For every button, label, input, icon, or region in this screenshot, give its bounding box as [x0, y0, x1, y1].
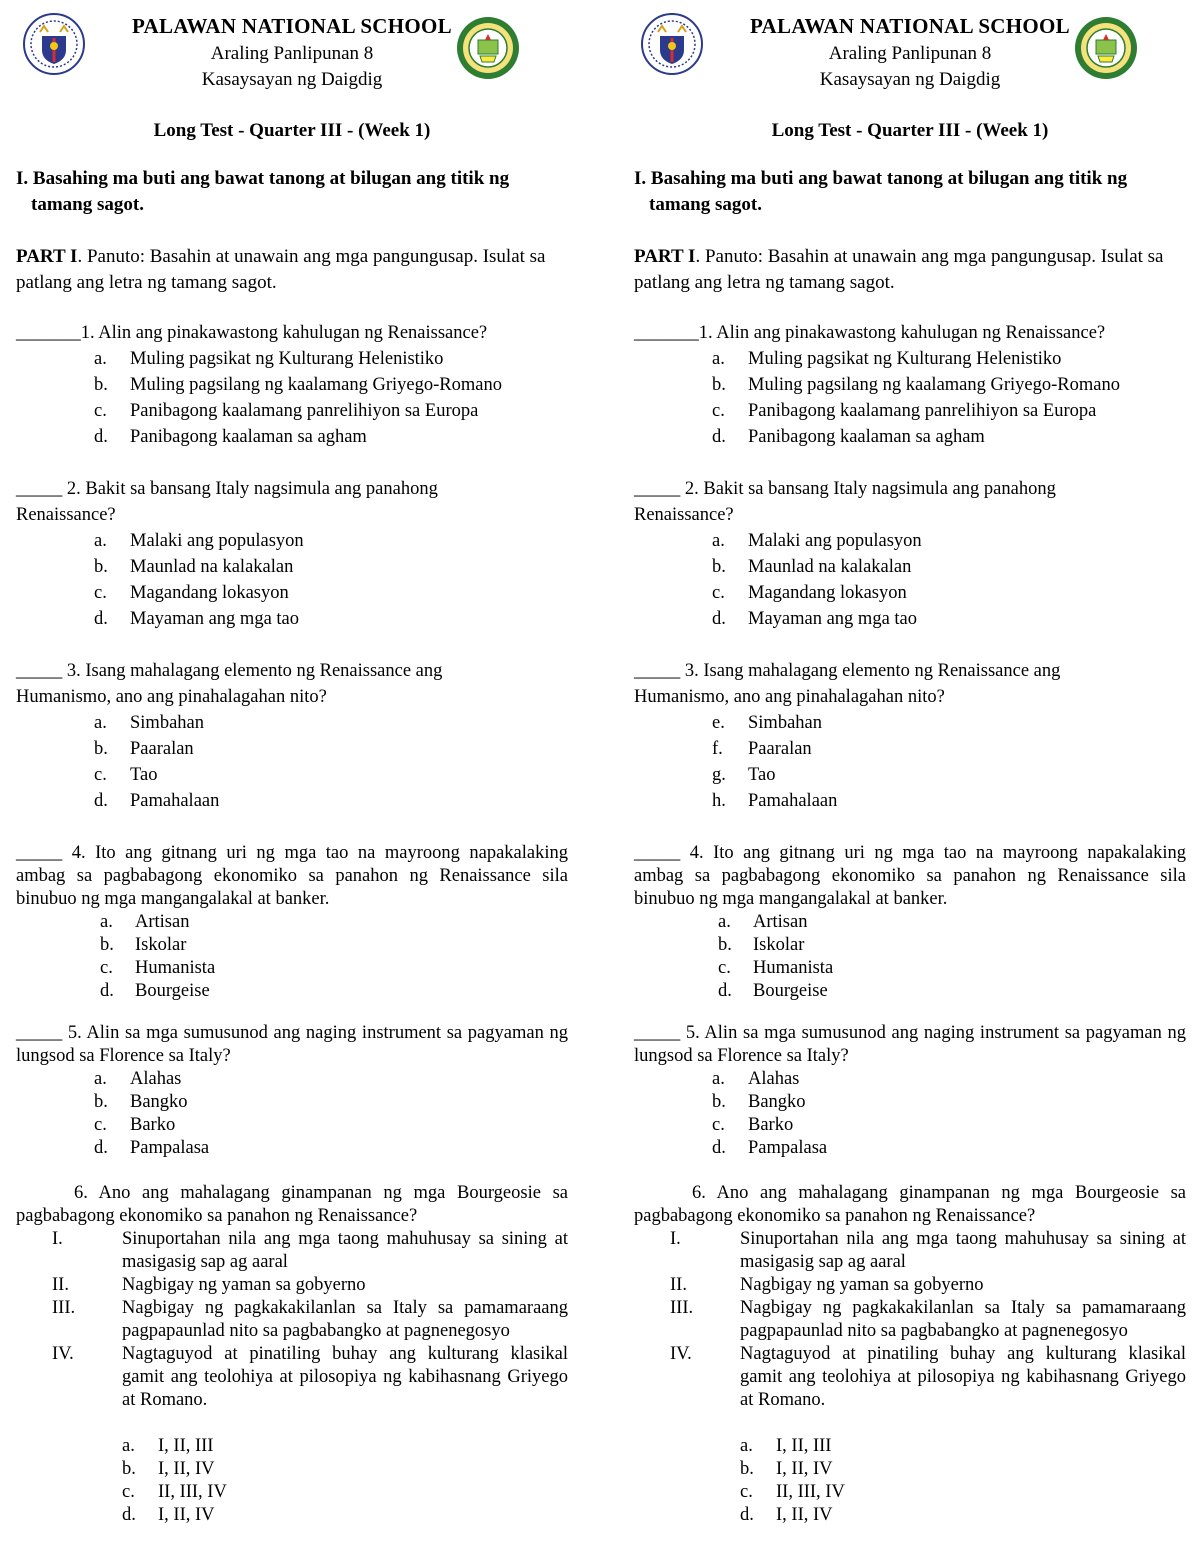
- option-letter: a.: [100, 912, 113, 932]
- option-letter: e.: [712, 713, 725, 733]
- statement-number: I.: [670, 1229, 681, 1249]
- answer-option[interactable]: [16, 580, 568, 606]
- question-6: [16, 1182, 568, 1527]
- answer-option[interactable]: [634, 911, 1186, 934]
- option-letter: d.: [712, 427, 726, 447]
- answer-option[interactable]: [16, 911, 568, 934]
- option-letter: b.: [100, 935, 114, 955]
- option-text: Barko: [748, 1115, 794, 1135]
- answer-option[interactable]: [634, 1068, 1186, 1091]
- answer-option[interactable]: [634, 710, 1186, 736]
- answer-options: [634, 528, 1186, 632]
- answer-options: [16, 1068, 568, 1160]
- statement-number: IV.: [52, 1344, 74, 1364]
- option-text: Artisan: [753, 912, 808, 932]
- school-name: PALAWAN NATIONAL SCHOOL: [749, 14, 1070, 38]
- option-letter: a.: [94, 713, 107, 733]
- option-letter: a.: [718, 912, 731, 932]
- option-letter: c.: [94, 1115, 107, 1135]
- answer-option[interactable]: [16, 1137, 568, 1160]
- option-letter: f.: [712, 739, 723, 759]
- option-text: Panibagong kaalamang panrelihiyon sa Europa: [748, 401, 1097, 421]
- option-letter: b.: [94, 375, 108, 395]
- option-text: Barko: [130, 1115, 176, 1135]
- statement-text: Nagtaguyod at pinatiling buhay ang kulturang klasikal gamit ang teolohiya at pilosopiya ng kabihasnang Griyego at Romano.: [122, 1344, 568, 1410]
- option-letter: d.: [712, 609, 726, 629]
- answer-option[interactable]: [16, 1458, 568, 1481]
- option-letter: b.: [94, 739, 108, 759]
- option-text: Pamahalaan: [748, 791, 838, 811]
- general-instruction: [16, 166, 568, 218]
- question-text: 6. Ano ang mahalagang ginampanan ng mga Bourgeosie sa pagbabagong ekonomiko sa panahon ng Renaissance?: [634, 1183, 1186, 1226]
- part-text: . Panuto: Basahin at unawain ang mga pangungusap. Isulat sa patlang ang letra ng tamang sagot.: [634, 246, 1164, 293]
- option-letter: b.: [718, 935, 732, 955]
- answer-option[interactable]: [634, 762, 1186, 788]
- answer-option[interactable]: [16, 1114, 568, 1137]
- statement-number: III.: [52, 1298, 76, 1318]
- option-text: Muling pagsilang ng kaalamang Griyego-Romano: [130, 375, 502, 395]
- answer-option[interactable]: [634, 580, 1186, 606]
- option-text: Alahas: [748, 1069, 800, 1089]
- answer-option[interactable]: [634, 736, 1186, 762]
- option-letter: c.: [718, 958, 731, 978]
- answer-option[interactable]: [16, 980, 568, 1003]
- statement-number: III.: [670, 1298, 694, 1318]
- answer-option[interactable]: [16, 957, 568, 980]
- answer-option[interactable]: [16, 1091, 568, 1114]
- answer-options: [16, 346, 568, 450]
- statement-item: [16, 1297, 568, 1343]
- option-text: II, III, IV: [776, 1482, 845, 1502]
- option-letter: b.: [94, 557, 108, 577]
- option-letter: d.: [122, 1505, 136, 1525]
- option-letter: c.: [712, 401, 725, 421]
- answer-option[interactable]: [634, 528, 1186, 554]
- answer-option[interactable]: [16, 788, 568, 814]
- option-letter: d.: [94, 1138, 108, 1158]
- answer-options: [16, 911, 568, 1003]
- statement-list: [634, 1228, 1186, 1412]
- question-6: [634, 1182, 1186, 1527]
- answer-option[interactable]: [634, 398, 1186, 424]
- option-letter: b.: [712, 375, 726, 395]
- answer-option[interactable]: [634, 424, 1186, 450]
- question-2: [16, 476, 568, 632]
- option-letter: a.: [122, 1436, 135, 1456]
- option-text: Alahas: [130, 1069, 182, 1089]
- question-text: 6. Ano ang mahalagang ginampanan ng mga Bourgeosie sa pagbabagong ekonomiko sa panahon ng Renaissance?: [16, 1183, 568, 1226]
- option-text: Bangko: [748, 1092, 806, 1112]
- answer-option[interactable]: [634, 1091, 1186, 1114]
- subject-subtitle: Kasaysayan ng Daigdig: [201, 69, 383, 90]
- option-text: I, II, III: [158, 1436, 214, 1456]
- statement-item: [16, 1274, 568, 1297]
- option-letter: d.: [712, 1138, 726, 1158]
- option-text: Humanista: [135, 958, 216, 978]
- question-5: [634, 1022, 1186, 1160]
- answer-options: [634, 710, 1186, 814]
- answer-option[interactable]: [16, 762, 568, 788]
- answer-option[interactable]: [16, 424, 568, 450]
- answer-option[interactable]: [16, 528, 568, 554]
- answer-option[interactable]: [16, 554, 568, 580]
- answer-options: [634, 1068, 1186, 1160]
- question-text: _____ 3. Isang mahalagang elemento ng Renaissance ang Humanismo, ano ang pinahalagahan nito?: [634, 661, 1061, 707]
- answer-options: [634, 911, 1186, 1003]
- school-seal-icon: [456, 16, 520, 80]
- part-directions: [634, 244, 1186, 296]
- answer-option[interactable]: [16, 398, 568, 424]
- question-text: _______1. Alin ang pinakawastong kahulugan ng Renaissance?: [634, 323, 1106, 343]
- answer-option[interactable]: [634, 1137, 1186, 1160]
- answer-option[interactable]: [16, 934, 568, 957]
- option-text: Muling pagsikat ng Kulturang Helenistiko: [130, 349, 444, 369]
- question-text: _____ 3. Isang mahalagang elemento ng Renaissance ang Humanismo, ano ang pinahalagahan nito?: [16, 661, 443, 707]
- option-letter: c.: [94, 765, 107, 785]
- option-letter: a.: [712, 531, 725, 551]
- option-letter: a.: [94, 349, 107, 369]
- school-name: PALAWAN NATIONAL SCHOOL: [131, 14, 452, 38]
- option-text: Magandang lokasyon: [748, 583, 907, 603]
- answer-option[interactable]: [634, 346, 1186, 372]
- answer-option[interactable]: [634, 1435, 1186, 1458]
- statement-item: [634, 1343, 1186, 1412]
- option-text: Tao: [130, 765, 158, 785]
- answer-options: [16, 528, 568, 632]
- question-2: [634, 476, 1186, 632]
- option-text: Muling pagsikat ng Kulturang Helenistiko: [748, 349, 1062, 369]
- statement-number: II.: [670, 1275, 687, 1295]
- option-letter: b.: [122, 1459, 136, 1479]
- instruction-line: tamang sagot.: [649, 194, 762, 215]
- option-letter: a.: [740, 1436, 753, 1456]
- answer-option[interactable]: [16, 346, 568, 372]
- answer-option[interactable]: [16, 1068, 568, 1091]
- answer-options: [634, 1435, 1186, 1527]
- answer-option[interactable]: [16, 606, 568, 632]
- statement-number: II.: [52, 1275, 69, 1295]
- option-text: Malaki ang populasyon: [748, 531, 922, 551]
- school-seal-icon: [1074, 16, 1138, 80]
- option-text: Iskolar: [135, 935, 187, 955]
- instruction-line: I. Basahing ma buti ang bawat tanong at bilugan ang titik ng: [634, 168, 1128, 189]
- option-text: Bangko: [130, 1092, 188, 1112]
- question-1: [16, 320, 568, 450]
- answer-option[interactable]: [634, 1481, 1186, 1504]
- test-copy-right: [634, 0, 1186, 1553]
- option-letter: h.: [712, 791, 726, 811]
- option-letter: d.: [94, 427, 108, 447]
- option-text: Tao: [748, 765, 776, 785]
- option-text: Panibagong kaalaman sa agham: [748, 427, 985, 447]
- option-text: Artisan: [135, 912, 190, 932]
- question-text: _______1. Alin ang pinakawastong kahulugan ng Renaissance?: [16, 323, 488, 343]
- option-letter: b.: [712, 1092, 726, 1112]
- instruction-line: I. Basahing ma buti ang bawat tanong at bilugan ang titik ng: [16, 168, 510, 189]
- option-letter: d.: [718, 981, 732, 1001]
- answer-option[interactable]: [634, 606, 1186, 632]
- option-letter: g.: [712, 765, 726, 785]
- answer-option[interactable]: [16, 736, 568, 762]
- statement-item: [634, 1297, 1186, 1343]
- question-4: [16, 842, 568, 1003]
- statement-number: IV.: [670, 1344, 692, 1364]
- question-text: _____ 5. Alin sa mga sumusunod ang naging instrument sa pagyaman ng lungsod sa Florence sa Italy?: [634, 1023, 1186, 1066]
- question-3: [16, 658, 568, 814]
- option-letter: b.: [740, 1459, 754, 1479]
- option-letter: a.: [712, 349, 725, 369]
- option-text: I, II, IV: [158, 1505, 215, 1525]
- test-title: Long Test - Quarter III - (Week 1): [153, 120, 431, 141]
- answer-option[interactable]: [634, 957, 1186, 980]
- instruction-line: tamang sagot.: [31, 194, 144, 215]
- option-letter: c.: [100, 958, 113, 978]
- general-instruction: [634, 166, 1186, 218]
- answer-option[interactable]: [16, 1504, 568, 1527]
- question-text: _____ 2. Bakit sa bansang Italy nagsimula ang panahong Renaissance?: [634, 479, 1056, 525]
- option-letter: c.: [712, 1115, 725, 1135]
- statement-text: Nagtaguyod at pinatiling buhay ang kulturang klasikal gamit ang teolohiya at pilosopiya ng kabihasnang Griyego at Romano.: [740, 1344, 1186, 1410]
- option-text: Magandang lokasyon: [130, 583, 289, 603]
- option-letter: a.: [712, 1069, 725, 1089]
- option-text: I, II, IV: [776, 1459, 833, 1479]
- option-text: Bourgeise: [753, 981, 828, 1001]
- answer-option[interactable]: [634, 788, 1186, 814]
- statement-item: [16, 1343, 568, 1412]
- answer-option[interactable]: [634, 1458, 1186, 1481]
- question-text: _____ 4. Ito ang gitnang uri ng mga tao na mayroong napakalaking ambag sa pagbabagong ekonomiko sa panahon ng Renaissance sila binubuo ng mga mangangalakal at banker.: [16, 843, 568, 909]
- subject-name: Araling Panlipunan 8: [210, 43, 374, 64]
- question-3: [634, 658, 1186, 814]
- test-copy-left: [16, 0, 568, 1553]
- statement-text: Nagbigay ng yaman sa gobyerno: [122, 1275, 366, 1295]
- option-text: Panibagong kaalaman sa agham: [130, 427, 367, 447]
- option-text: Simbahan: [748, 713, 822, 733]
- statement-number: I.: [52, 1229, 63, 1249]
- school-header: [634, 8, 1186, 98]
- option-letter: c.: [122, 1482, 135, 1502]
- option-letter: c.: [740, 1482, 753, 1502]
- statement-list: [16, 1228, 568, 1412]
- answer-option[interactable]: [16, 1435, 568, 1458]
- test-title: Long Test - Quarter III - (Week 1): [771, 120, 1049, 141]
- part-directions: [16, 244, 568, 296]
- answer-option[interactable]: [634, 1504, 1186, 1527]
- question-5: [16, 1022, 568, 1160]
- question-text: _____ 2. Bakit sa bansang Italy nagsimula ang panahong Renaissance?: [16, 479, 438, 525]
- question-1: [634, 320, 1186, 450]
- option-text: Pamahalaan: [130, 791, 220, 811]
- option-text: Iskolar: [753, 935, 805, 955]
- option-letter: d.: [94, 791, 108, 811]
- option-text: Paaralan: [130, 739, 194, 759]
- option-letter: c.: [712, 583, 725, 603]
- answer-options: [16, 710, 568, 814]
- answer-option[interactable]: [634, 980, 1186, 1003]
- part-label: PART I: [634, 246, 696, 267]
- option-text: Humanista: [753, 958, 834, 978]
- answer-option[interactable]: [634, 1114, 1186, 1137]
- option-letter: d.: [94, 609, 108, 629]
- option-text: II, III, IV: [158, 1482, 227, 1502]
- answer-option[interactable]: [16, 372, 568, 398]
- option-text: Pampalasa: [130, 1138, 210, 1158]
- statement-text: Sinuportahan nila ang mga taong mahuhusay sa sining at masigasig sap ag aaral: [740, 1229, 1186, 1272]
- answer-option[interactable]: [16, 710, 568, 736]
- statement-item: [16, 1228, 568, 1274]
- question-text: _____ 4. Ito ang gitnang uri ng mga tao na mayroong napakalaking ambag sa pagbabagong ekonomiko sa panahon ng Renaissance sila binubuo ng mga mangangalakal at banker.: [634, 843, 1186, 909]
- option-letter: d.: [740, 1505, 754, 1525]
- statement-item: [634, 1274, 1186, 1297]
- option-text: Panibagong kaalamang panrelihiyon sa Europa: [130, 401, 479, 421]
- option-text: Malaki ang populasyon: [130, 531, 304, 551]
- option-text: Simbahan: [130, 713, 204, 733]
- answer-options: [16, 1435, 568, 1527]
- option-text: Maunlad na kalakalan: [748, 557, 912, 577]
- subject-name: Araling Panlipunan 8: [828, 43, 992, 64]
- subject-subtitle: Kasaysayan ng Daigdig: [819, 69, 1001, 90]
- statement-item: [634, 1228, 1186, 1274]
- option-text: Mayaman ang mga tao: [748, 609, 918, 629]
- answer-options: [634, 346, 1186, 450]
- option-text: Bourgeise: [135, 981, 210, 1001]
- option-text: I, II, IV: [776, 1505, 833, 1525]
- option-text: Maunlad na kalakalan: [130, 557, 294, 577]
- option-text: I, II, IV: [158, 1459, 215, 1479]
- answer-option[interactable]: [634, 372, 1186, 398]
- option-letter: c.: [94, 583, 107, 603]
- option-letter: b.: [712, 557, 726, 577]
- option-letter: a.: [94, 531, 107, 551]
- option-text: Pampalasa: [748, 1138, 828, 1158]
- option-text: Paaralan: [748, 739, 812, 759]
- part-text: . Panuto: Basahin at unawain ang mga pangungusap. Isulat sa patlang ang letra ng tamang sagot.: [16, 246, 546, 293]
- part-label: PART I: [16, 246, 78, 267]
- option-text: Mayaman ang mga tao: [130, 609, 300, 629]
- statement-text: Nagbigay ng pagkakakilanlan sa Italy sa pamamaraang pagpapaunlad nito sa pagbabangko at pagnenegosyo: [740, 1298, 1186, 1341]
- school-header: [16, 8, 568, 98]
- option-letter: b.: [94, 1092, 108, 1112]
- statement-text: Nagbigay ng pagkakakilanlan sa Italy sa pamamaraang pagpapaunlad nito sa pagbabangko at pagnenegosyo: [122, 1298, 568, 1341]
- answer-option[interactable]: [634, 934, 1186, 957]
- option-letter: a.: [94, 1069, 107, 1089]
- answer-option[interactable]: [634, 554, 1186, 580]
- option-text: Muling pagsilang ng kaalamang Griyego-Romano: [748, 375, 1120, 395]
- statement-text: Sinuportahan nila ang mga taong mahuhusay sa sining at masigasig sap ag aaral: [122, 1229, 568, 1272]
- question-text: _____ 5. Alin sa mga sumusunod ang naging instrument sa pagyaman ng lungsod sa Florence sa Italy?: [16, 1023, 568, 1066]
- option-letter: d.: [100, 981, 114, 1001]
- statement-text: Nagbigay ng yaman sa gobyerno: [740, 1275, 984, 1295]
- answer-option[interactable]: [16, 1481, 568, 1504]
- option-letter: c.: [94, 401, 107, 421]
- option-text: I, II, III: [776, 1436, 832, 1456]
- question-4: [634, 842, 1186, 1003]
